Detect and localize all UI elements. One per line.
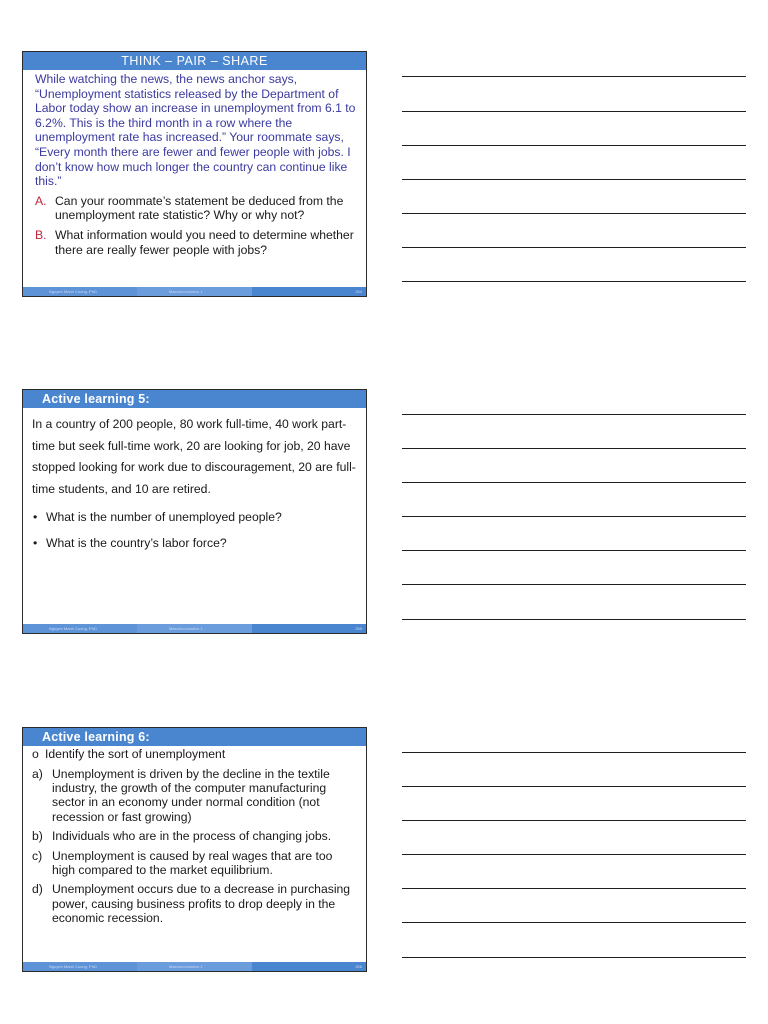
footer-author: Nguyen Manh Cuong, PhD — [49, 964, 97, 969]
slide-footer — [23, 287, 366, 296]
slide-active-learning-5 — [22, 389, 367, 634]
footer-author: Nguyen Manh Cuong, PhD — [49, 626, 97, 631]
note-line — [402, 281, 746, 282]
footer-course: Macroeconomics 1 — [169, 964, 203, 969]
item-text: Unemployment is driven by the decline in the textile industry, the growth of the computer manufacturing sector in an economy under normal condition (not recession or fast growing) — [52, 766, 330, 824]
note-line — [402, 213, 746, 214]
list-item — [32, 882, 356, 925]
slide-title: Active learning 5: — [23, 390, 366, 408]
bullet-item — [32, 536, 356, 551]
slide-intro-text: While watching the news, the news anchor says, “Unemployment statistics released by the Department of Labor today show an increase in unemployment from 6.1 to 6.2%. This is the third month in a row where the unemployment rate has increased.” Your roommate says, “Every month there are fewer and fewer people with jobs. I don’t know how much longer the country can continue like this.” — [35, 72, 356, 189]
bullet-text: What is the number of unemployed people? — [46, 510, 282, 525]
item-label: b) — [32, 829, 43, 844]
question-marker: B. — [35, 227, 47, 242]
question-marker: A. — [35, 193, 47, 208]
item-text: Unemployment is caused by real wages that are too high compared to the market equilibrium. — [52, 848, 333, 878]
note-line — [402, 786, 746, 787]
note-line — [402, 619, 746, 620]
slide-title: Active learning 6: — [23, 728, 366, 746]
slide-active-learning-6 — [22, 727, 367, 972]
item-label: a) — [32, 766, 43, 781]
note-line — [402, 76, 746, 77]
note-line — [402, 145, 746, 146]
footer-author: Nguyen Manh Cuong, PhD — [49, 289, 97, 294]
circle-bullet-icon: o — [32, 747, 39, 761]
slide-title: THINK – PAIR – SHARE — [23, 52, 366, 70]
note-line — [402, 414, 746, 415]
footer-page-number: 264 — [355, 289, 362, 294]
note-line — [402, 482, 746, 483]
note-line — [402, 247, 746, 248]
question-a — [35, 194, 356, 223]
list-item — [32, 829, 356, 843]
note-line — [402, 957, 746, 958]
slide-think-pair-share — [22, 51, 367, 297]
bullet-item — [32, 510, 356, 525]
footer-page-number: 266 — [355, 964, 362, 969]
question-b — [35, 228, 356, 257]
slide-footer — [23, 624, 366, 633]
slide-paragraph: In a country of 200 people, 80 work full-time, 40 work part-time but seek full-time work, 20 are looking for job, 20 have stopped looking for work due to discouragement, 20 are full-time students, and 10 are retired. — [32, 417, 356, 496]
footer-page-number: 265 — [355, 626, 362, 631]
item-label: c) — [32, 848, 43, 863]
slide-lead — [32, 747, 356, 762]
list-item — [32, 849, 356, 878]
note-line — [402, 922, 746, 923]
item-text: Unemployment occurs due to a decrease in purchasing power, causing business profits to drop deeply in the economic recession. — [52, 882, 351, 926]
note-line — [402, 888, 746, 889]
question-text: Can your roommate’s statement be deduced from the unemployment rate statistic? Why or why not? — [55, 193, 344, 223]
item-text: Individuals who are in the process of changing jobs. — [52, 829, 332, 844]
lead-text: Identify the sort of unemployment — [45, 747, 226, 761]
note-line — [402, 584, 746, 585]
note-line — [402, 550, 746, 551]
note-line — [402, 111, 746, 112]
note-line — [402, 854, 746, 855]
footer-course: Macroeconomics 1 — [169, 626, 203, 631]
slide-footer — [23, 962, 366, 971]
note-line — [402, 179, 746, 180]
question-text: What information would you need to determine whether there are really fewer people with jobs? — [55, 227, 354, 257]
note-line — [402, 820, 746, 821]
bullet-text: What is the country’s labor force? — [46, 535, 227, 550]
bullet-icon: • — [33, 535, 38, 550]
note-line — [402, 448, 746, 449]
footer-course: Macroeconomics 1 — [169, 289, 203, 294]
note-line — [402, 752, 746, 753]
item-label: d) — [32, 882, 43, 897]
bullet-icon: • — [33, 510, 38, 525]
note-line — [402, 516, 746, 517]
list-item — [32, 767, 356, 825]
